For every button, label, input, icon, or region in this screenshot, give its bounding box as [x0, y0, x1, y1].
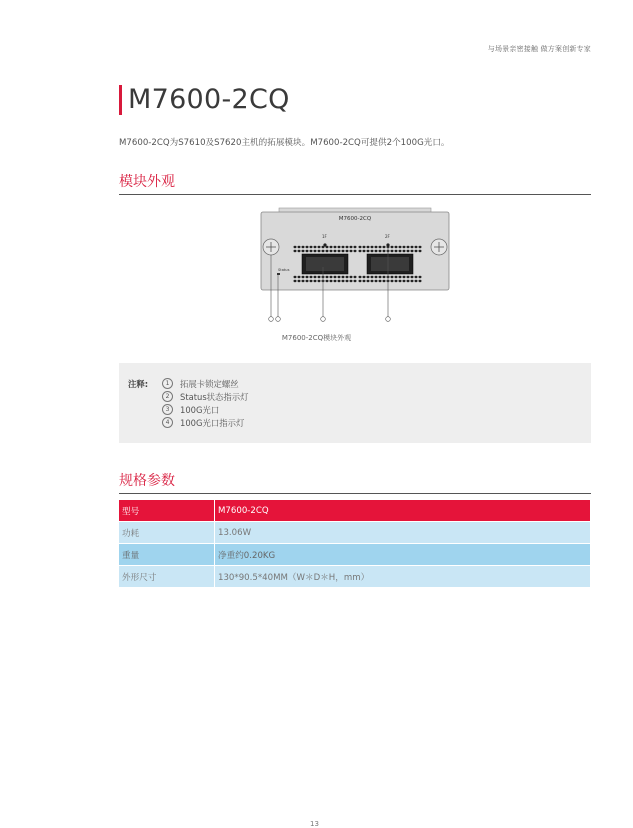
table-row	[119, 566, 591, 588]
spec-value: 净重约0.20KG	[215, 544, 591, 566]
intro-text: M7600-2CQ为S7610及S7620主机的拓展模块。M7600-2CQ可提供2个100G光口。	[119, 138, 450, 148]
spec-value: 130*90.5*40MM（W＊D＊H，mm）	[215, 566, 591, 588]
page-number: 13	[310, 820, 319, 828]
status-label: Status	[278, 268, 290, 272]
section-specs-heading	[119, 470, 591, 494]
note-item	[162, 377, 249, 390]
spec-key: 功耗	[119, 522, 215, 544]
title-block	[119, 84, 290, 115]
note-text: 拓展卡锁定螺丝	[180, 378, 239, 389]
header-slogan: 与场景亲密接触 做方案创新专家	[487, 45, 591, 53]
spec-key: 外形尺寸	[119, 566, 215, 588]
port2-label: 2F	[385, 234, 390, 239]
notes-box	[119, 363, 591, 443]
note-text: Status状态指示灯	[180, 391, 249, 402]
page-title: M7600-2CQ	[128, 84, 290, 115]
spec-key: 型号	[119, 500, 215, 522]
title-accent-bar	[119, 85, 122, 115]
section-specs-label: 规格参数	[119, 473, 175, 489]
note-item	[162, 416, 249, 429]
port1-label: 1F	[322, 234, 327, 239]
figure-caption: M7600-2CQ模块外观	[281, 334, 352, 342]
note-number: 2	[162, 391, 173, 402]
spec-table	[119, 500, 591, 588]
note-number: 4	[162, 417, 173, 428]
module-illustration	[255, 205, 455, 325]
spec-key: 重量	[119, 544, 215, 566]
note-text: 100G光口	[180, 404, 220, 415]
screw-left-icon	[263, 239, 279, 255]
table-row	[119, 500, 591, 522]
note-number: 3	[162, 404, 173, 415]
notes-label: 注释:	[128, 379, 149, 389]
module-label: M7600-2CQ	[338, 216, 372, 222]
spec-value: M7600-2CQ	[215, 500, 591, 522]
note-text: 100G光口指示灯	[180, 417, 245, 428]
note-number: 1	[162, 378, 173, 389]
screw-right-icon	[431, 239, 447, 255]
status-led-icon	[277, 273, 280, 275]
section-appearance-label: 模块外观	[119, 174, 175, 190]
table-row	[119, 522, 591, 544]
section-appearance-heading	[119, 171, 591, 195]
note-item	[162, 390, 249, 403]
spec-value: 13.06W	[215, 522, 591, 544]
note-item	[162, 403, 249, 416]
notes-list	[162, 377, 249, 429]
table-row	[119, 544, 591, 566]
